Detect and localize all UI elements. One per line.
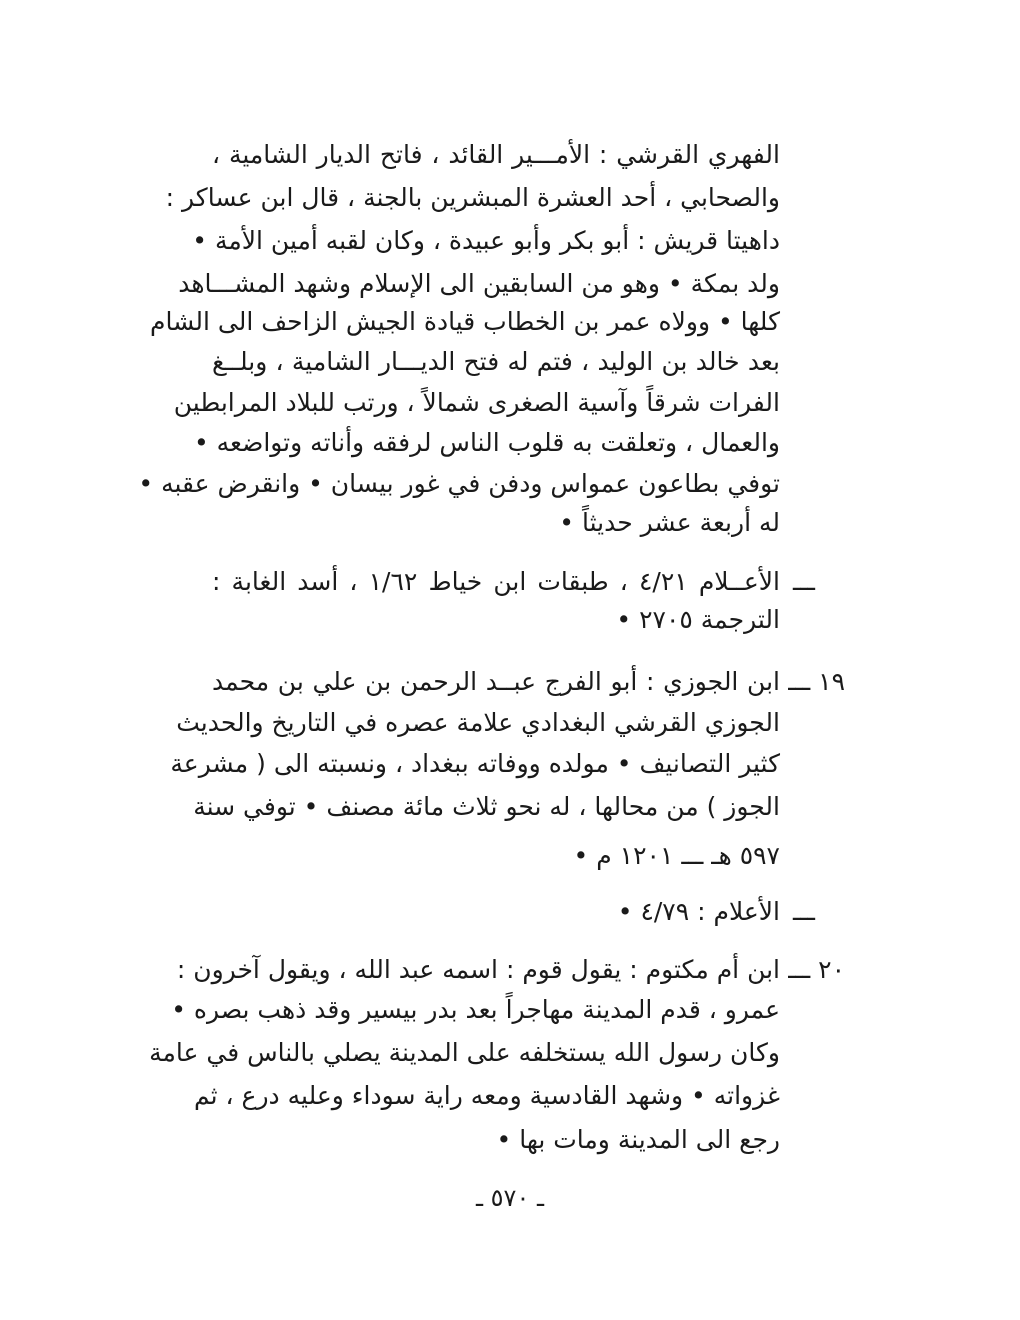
entry-number: ١٩ ـــ <box>788 667 845 696</box>
text-line: توفي بطاعون عمواس ودفن في غور بيسان • وانقرض عقبه • <box>138 469 780 498</box>
text-line: والعمال ، وتعلقت به قلوب الناس لرفقه وأناته وتواضعه • <box>193 428 780 457</box>
text-line: ٥٩٧ هـ ـــ ١٢٠١ م • <box>573 841 780 870</box>
entry-number: ٢٠ ـــ <box>788 955 845 984</box>
text-line: الجوزي القرشي البغدادي علامة عصره في التاريخ والحديث <box>176 708 780 737</box>
source-line: الترجمة ٢٧٠٥ • <box>616 605 780 634</box>
text-line: رجع الى المدينة ومات بها • <box>496 1125 780 1154</box>
text-line: الفهري القرشي : الأمـــير القائد ، فاتح الديار الشامية ، <box>212 140 780 169</box>
source-line: الأعــلام ٤/٢١ ، طبقات ابن خياط ١/٦٢ ، أسد الغابة : <box>212 567 780 596</box>
text-line: بعد خالد بن الوليد ، فتم له فتح الديـــار الشامية ، وبلــغ <box>212 347 780 376</box>
text-line: داهيتا قريش : أبو بكر وأبو عبيدة ، وكان لقبه أمين الأمة • <box>192 226 780 255</box>
text-line: ابن أم مكتوم : يقول قوم : اسمه عبد الله ، ويقول آخرون : <box>176 955 780 984</box>
text-line: والصحابي ، أحد العشرة المبشرين بالجنة ، قال ابن عساكر : <box>165 183 780 212</box>
text-line: له أربعة عشر حديثاً • <box>559 508 780 537</box>
text-line: الجوز ) من محالها ، له نحو ثلاث مائة مصنف • توفي سنة <box>193 792 780 821</box>
page-number: ـ ٥٧٠ ـ <box>475 1184 544 1212</box>
text-line: غزواته • وشهد القادسية ومعه راية سوداء وعليه درع ، ثم <box>194 1081 780 1110</box>
text-line: وكان رسول الله يستخلفه على المدينة يصلي بالناس في عامة <box>149 1038 780 1067</box>
text-line: الفرات شرقاً وآسية الصغرى شمالاً ، ورتب للبلاد المرابطين <box>173 388 780 417</box>
source-dash: ـــ <box>793 897 815 926</box>
text-line: ابن الجوزي : أبو الفرج عبــد الرحمن بن علي بن محمد <box>212 667 780 696</box>
source-line: الأعلام : ٤/٧٩ • <box>617 897 780 926</box>
source-dash: ـــ <box>793 567 815 596</box>
text-line: عمرو ، قدم المدينة مهاجراً بعد بدر بيسير وقد ذهب بصره • <box>171 995 780 1024</box>
text-line: ولد بمكة • وهو من السابقين الى الإسلام وشهد المشـــاهد <box>178 269 780 298</box>
text-line: كثير التصانيف • مولده ووفاته ببغداد ، ونسبته الى ( مشرعة <box>170 749 780 778</box>
text-line: كلها • وولاه عمر بن الخطاب قيادة الجيش الزاحف الى الشام <box>149 307 780 336</box>
